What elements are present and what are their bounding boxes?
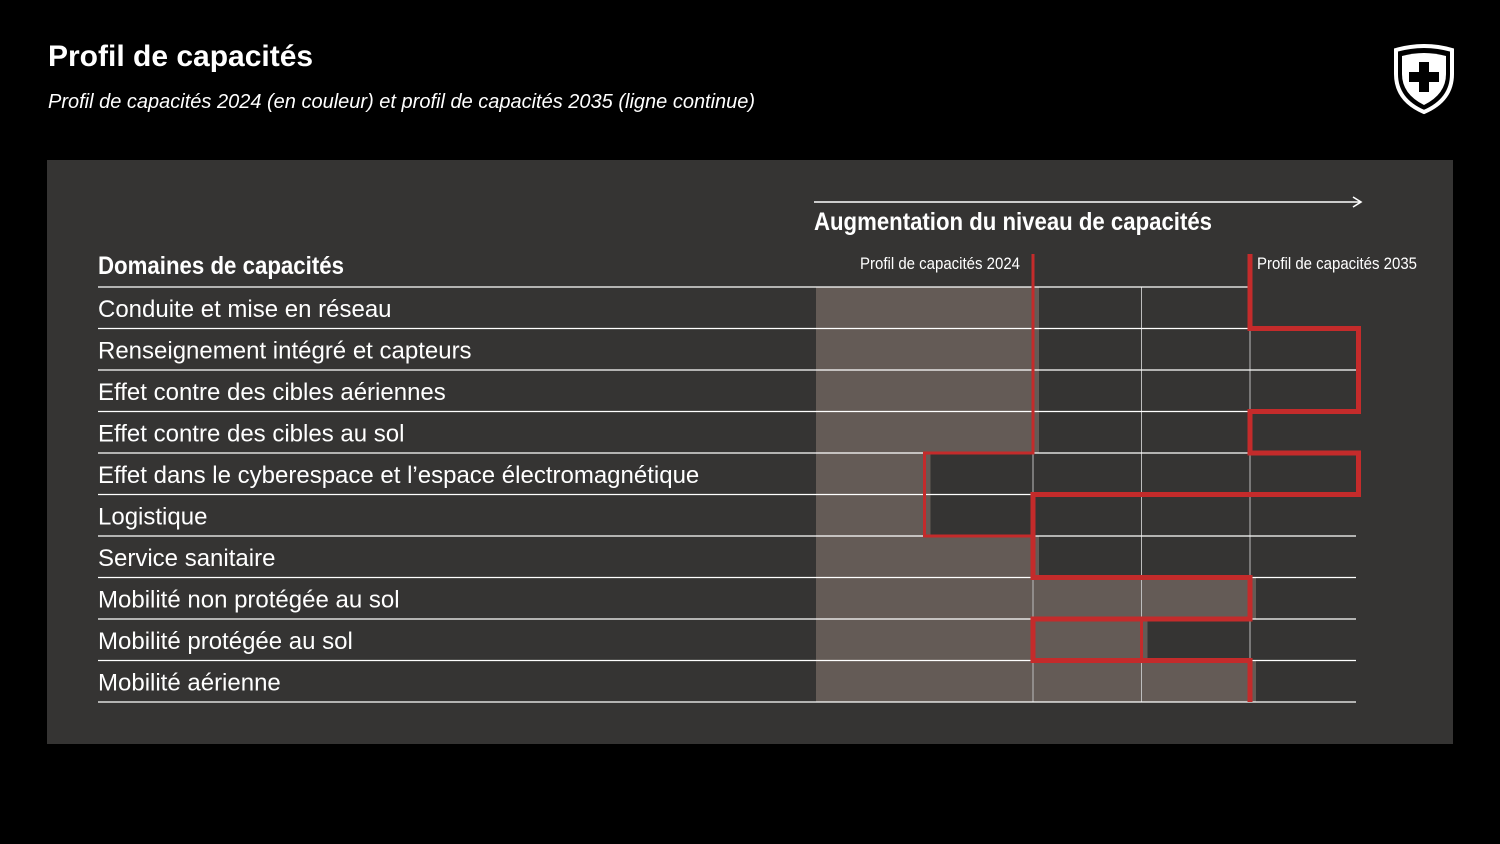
bar-2024 <box>816 328 1039 371</box>
capability-chart <box>47 160 1453 744</box>
legend-2035: Profil de capacités 2035 <box>1257 254 1417 273</box>
bar-2024 <box>816 577 1256 620</box>
category-label: Conduite et mise en réseau <box>98 296 392 323</box>
bar-2024 <box>816 453 931 496</box>
page-subtitle: Profil de capacités 2024 (en couleur) et profil de capacités 2035 (ligne continue) <box>48 91 756 113</box>
bar-2024 <box>816 619 1148 662</box>
chart-panel <box>47 160 1453 744</box>
category-label: Mobilité non protégée au sol <box>98 586 400 614</box>
row-header: Domaines de capacités <box>98 252 344 280</box>
category-label: Effet contre des cibles au sol <box>98 420 405 448</box>
bar-2024 <box>816 536 1039 579</box>
bar-2024 <box>816 287 1039 330</box>
category-label: Effet contre des cibles aériennes <box>98 379 446 406</box>
category-label: Mobilité protégée au sol <box>98 628 353 655</box>
category-label: Logistique <box>98 503 208 531</box>
legend-2024: Profil de capacités 2024 <box>860 254 1020 273</box>
category-label: Service sanitaire <box>98 545 276 572</box>
bar-2024 <box>816 494 931 537</box>
category-label: Renseignement intégré et capteurs <box>98 337 472 365</box>
category-label: Mobilité aérienne <box>98 669 281 697</box>
bar-2024 <box>816 370 1039 413</box>
page-title: Profil de capacités <box>48 40 314 73</box>
axis-title: Augmentation du niveau de capacités <box>814 208 1212 236</box>
bar-2024 <box>816 411 1039 454</box>
swiss-cross-shield-icon <box>1392 44 1456 116</box>
bar-2024 <box>816 660 1256 703</box>
category-label: Effet dans le cyberespace et l’espace électromagnétique <box>98 462 700 489</box>
